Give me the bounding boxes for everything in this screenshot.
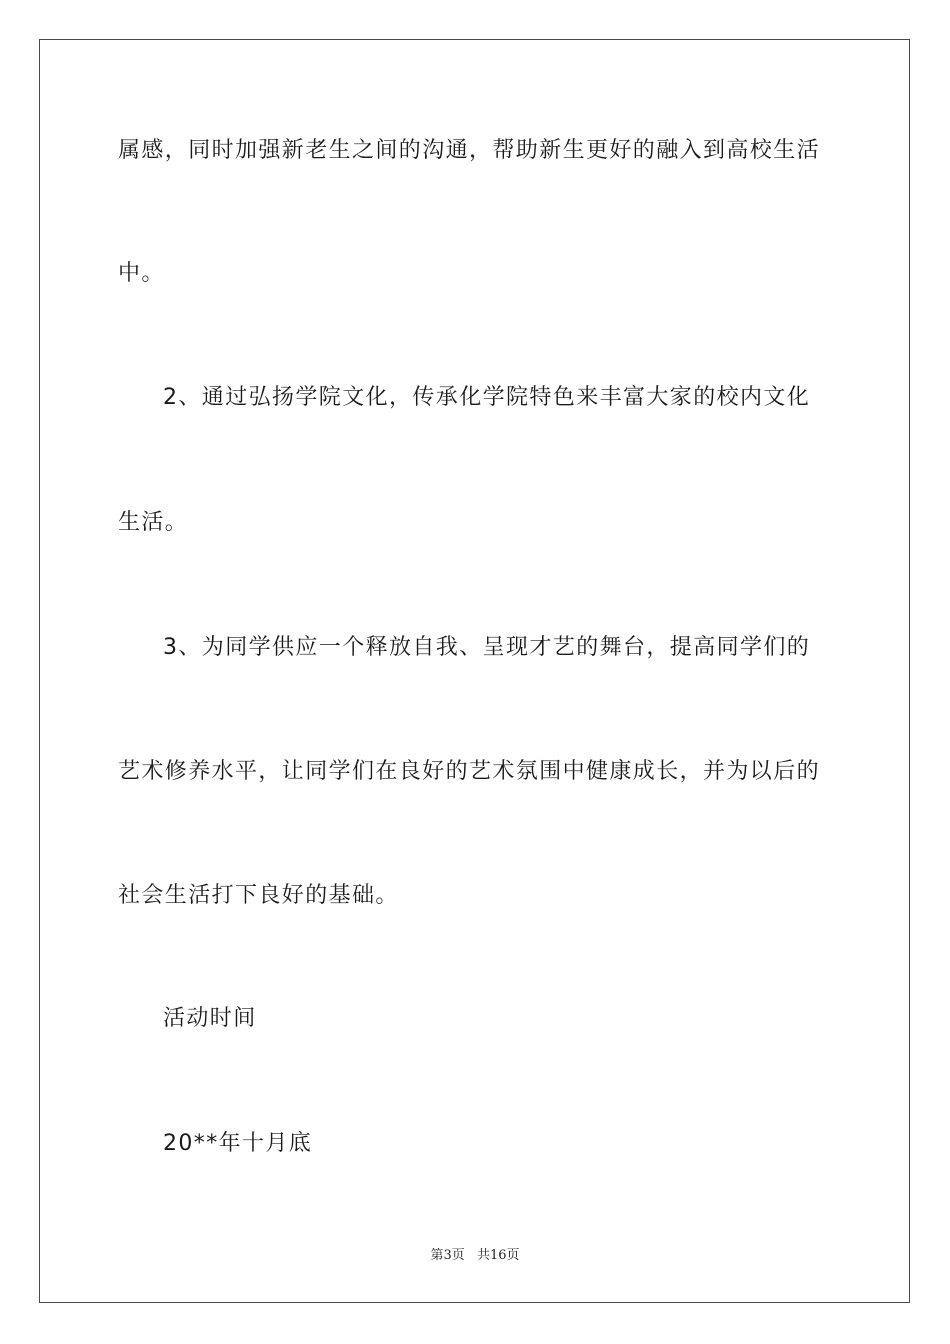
paragraph-1-line-1: 属感，同时加强新老生之间的沟通，帮助新生更好的融入到高校生活 <box>118 138 821 163</box>
page-border <box>39 39 910 1303</box>
page-footer <box>0 1247 950 1265</box>
paragraph-2-line-2: 生活。 <box>118 510 189 535</box>
paragraph-2-line-1: 2、通过弘扬学院文化，传承化学院特色来丰富大家的校内文化 <box>163 385 811 410</box>
section-heading-activity-time: 活动时间 <box>163 1006 257 1031</box>
activity-date: 20**年十月底 <box>163 1131 313 1156</box>
paragraph-3-line-3: 社会生活打下良好的基础。 <box>118 883 399 908</box>
page-total: 共16页 <box>476 1248 520 1263</box>
paragraph-3-line-2: 艺术修养水平，让同学们在良好的艺术氛围中健康成长，并为以后的 <box>118 759 821 784</box>
page-number: 第3页 <box>430 1248 465 1263</box>
paragraph-1-line-2: 中。 <box>118 261 165 286</box>
paragraph-3-line-1: 3、为同学供应一个释放自我、呈现才艺的舞台，提高同学们的 <box>163 635 811 660</box>
